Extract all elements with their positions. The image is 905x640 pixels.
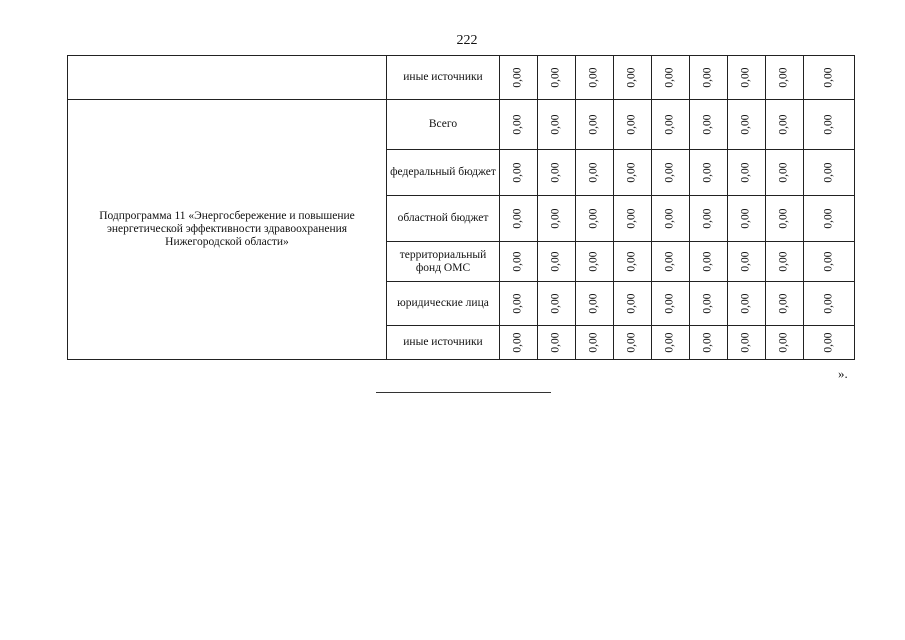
value: 0,00 bbox=[664, 67, 676, 88]
value-cell bbox=[690, 56, 728, 100]
value: 0,00 bbox=[740, 293, 752, 314]
value-cell bbox=[804, 100, 855, 150]
value-cell bbox=[538, 100, 576, 150]
separator-line bbox=[376, 392, 551, 393]
value: 0,00 bbox=[740, 332, 752, 353]
value-cell bbox=[538, 326, 576, 360]
value-cell bbox=[652, 282, 690, 326]
value: 0,00 bbox=[626, 67, 638, 88]
empty-program-cell bbox=[68, 56, 387, 100]
value: 0,00 bbox=[702, 162, 714, 183]
value-cell bbox=[690, 326, 728, 360]
value: 0,00 bbox=[702, 208, 714, 229]
value: 0,00 bbox=[664, 114, 676, 135]
value-cell bbox=[804, 282, 855, 326]
value-cell bbox=[576, 100, 614, 150]
value-cell bbox=[728, 150, 766, 196]
value: 0,00 bbox=[822, 162, 835, 183]
value-cell bbox=[576, 242, 614, 282]
value-cell bbox=[766, 282, 804, 326]
value-cell bbox=[804, 326, 855, 360]
value: 0,00 bbox=[664, 251, 676, 272]
value: 0,00 bbox=[778, 293, 790, 314]
value-cell bbox=[728, 326, 766, 360]
value: 0,00 bbox=[822, 114, 835, 135]
table-row bbox=[68, 100, 855, 150]
value: 0,00 bbox=[512, 114, 524, 135]
value-cell bbox=[652, 56, 690, 100]
value: 0,00 bbox=[588, 251, 600, 272]
funding-source: юридические лица bbox=[387, 282, 500, 326]
value: 0,00 bbox=[702, 332, 714, 353]
value-cell bbox=[766, 100, 804, 150]
value-cell bbox=[690, 242, 728, 282]
value: 0,00 bbox=[702, 114, 714, 135]
value-cell bbox=[804, 242, 855, 282]
value-cell bbox=[576, 150, 614, 196]
value: 0,00 bbox=[822, 67, 835, 88]
value: 0,00 bbox=[550, 251, 562, 272]
value: 0,00 bbox=[822, 332, 835, 353]
value-cell bbox=[538, 282, 576, 326]
value: 0,00 bbox=[740, 251, 752, 272]
value: 0,00 bbox=[778, 251, 790, 272]
value: 0,00 bbox=[702, 67, 714, 88]
program-name: Подпрограмма 11 «Энергосбережение и повышение энергетической эффективности здравоохранения Нижегородской области» bbox=[68, 100, 387, 360]
value: 0,00 bbox=[664, 162, 676, 183]
value: 0,00 bbox=[588, 67, 600, 88]
value-cell bbox=[538, 56, 576, 100]
value: 0,00 bbox=[740, 208, 752, 229]
value: 0,00 bbox=[588, 208, 600, 229]
value: 0,00 bbox=[512, 67, 524, 88]
value-cell bbox=[652, 326, 690, 360]
value: 0,00 bbox=[626, 208, 638, 229]
value: 0,00 bbox=[588, 114, 600, 135]
value: 0,00 bbox=[778, 114, 790, 135]
value: 0,00 bbox=[664, 293, 676, 314]
funding-source: иные источники bbox=[387, 56, 500, 100]
value: 0,00 bbox=[822, 293, 835, 314]
value-cell bbox=[500, 56, 538, 100]
value: 0,00 bbox=[664, 332, 676, 353]
value: 0,00 bbox=[626, 293, 638, 314]
value-cell bbox=[728, 242, 766, 282]
value-cell bbox=[690, 150, 728, 196]
value-cell bbox=[766, 242, 804, 282]
value: 0,00 bbox=[512, 251, 524, 272]
value-cell bbox=[614, 100, 652, 150]
value: 0,00 bbox=[512, 293, 524, 314]
closing-quote: ». bbox=[838, 366, 848, 381]
funding-source: иные источники bbox=[387, 326, 500, 360]
value: 0,00 bbox=[778, 67, 790, 88]
value-cell bbox=[766, 150, 804, 196]
page-number: 222 bbox=[456, 33, 478, 48]
value: 0,00 bbox=[512, 332, 524, 353]
funding-source: территориальный фонд ОМС bbox=[387, 242, 500, 282]
funding-source: областной бюджет bbox=[387, 196, 500, 242]
value: 0,00 bbox=[588, 293, 600, 314]
value-cell bbox=[804, 150, 855, 196]
value-cell bbox=[500, 100, 538, 150]
value-cell bbox=[500, 282, 538, 326]
value-cell bbox=[690, 196, 728, 242]
value-cell bbox=[500, 242, 538, 282]
value: 0,00 bbox=[626, 114, 638, 135]
value-cell bbox=[614, 242, 652, 282]
value: 0,00 bbox=[778, 162, 790, 183]
value-cell bbox=[576, 196, 614, 242]
value-cell bbox=[538, 196, 576, 242]
value: 0,00 bbox=[512, 208, 524, 229]
value: 0,00 bbox=[740, 162, 752, 183]
value: 0,00 bbox=[550, 208, 562, 229]
value-cell bbox=[614, 56, 652, 100]
value: 0,00 bbox=[550, 67, 562, 88]
value: 0,00 bbox=[778, 208, 790, 229]
value-cell bbox=[690, 100, 728, 150]
value: 0,00 bbox=[740, 67, 752, 88]
value-cell bbox=[538, 150, 576, 196]
value-cell bbox=[614, 282, 652, 326]
value-cell bbox=[766, 326, 804, 360]
value-cell bbox=[728, 56, 766, 100]
value: 0,00 bbox=[822, 251, 835, 272]
value-cell bbox=[728, 282, 766, 326]
value: 0,00 bbox=[588, 162, 600, 183]
value-cell bbox=[500, 326, 538, 360]
value: 0,00 bbox=[664, 208, 676, 229]
value: 0,00 bbox=[778, 332, 790, 353]
value-cell bbox=[652, 196, 690, 242]
value-cell bbox=[576, 282, 614, 326]
value: 0,00 bbox=[550, 114, 562, 135]
value: 0,00 bbox=[626, 251, 638, 272]
value-cell bbox=[576, 326, 614, 360]
table-row bbox=[68, 56, 855, 100]
value: 0,00 bbox=[550, 162, 562, 183]
value-cell bbox=[614, 326, 652, 360]
value-cell bbox=[652, 242, 690, 282]
value-cell bbox=[728, 100, 766, 150]
value: 0,00 bbox=[626, 162, 638, 183]
value-cell bbox=[500, 150, 538, 196]
value: 0,00 bbox=[822, 208, 835, 229]
value-cell bbox=[766, 196, 804, 242]
value-cell bbox=[652, 150, 690, 196]
value-cell bbox=[728, 196, 766, 242]
value-cell bbox=[500, 196, 538, 242]
value: 0,00 bbox=[740, 114, 752, 135]
funding-source: федеральный бюджет bbox=[387, 150, 500, 196]
value-cell bbox=[652, 100, 690, 150]
value: 0,00 bbox=[702, 293, 714, 314]
budget-table bbox=[67, 55, 855, 360]
value: 0,00 bbox=[512, 162, 524, 183]
value-cell bbox=[614, 196, 652, 242]
value-cell bbox=[538, 242, 576, 282]
value-cell bbox=[576, 56, 614, 100]
value-cell bbox=[766, 56, 804, 100]
value: 0,00 bbox=[550, 332, 562, 353]
value: 0,00 bbox=[550, 293, 562, 314]
value-cell bbox=[614, 150, 652, 196]
value: 0,00 bbox=[702, 251, 714, 272]
funding-source: Всего bbox=[387, 100, 500, 150]
value-cell bbox=[804, 56, 855, 100]
value: 0,00 bbox=[626, 332, 638, 353]
value: 0,00 bbox=[588, 332, 600, 353]
value-cell bbox=[804, 196, 855, 242]
value-cell bbox=[690, 282, 728, 326]
